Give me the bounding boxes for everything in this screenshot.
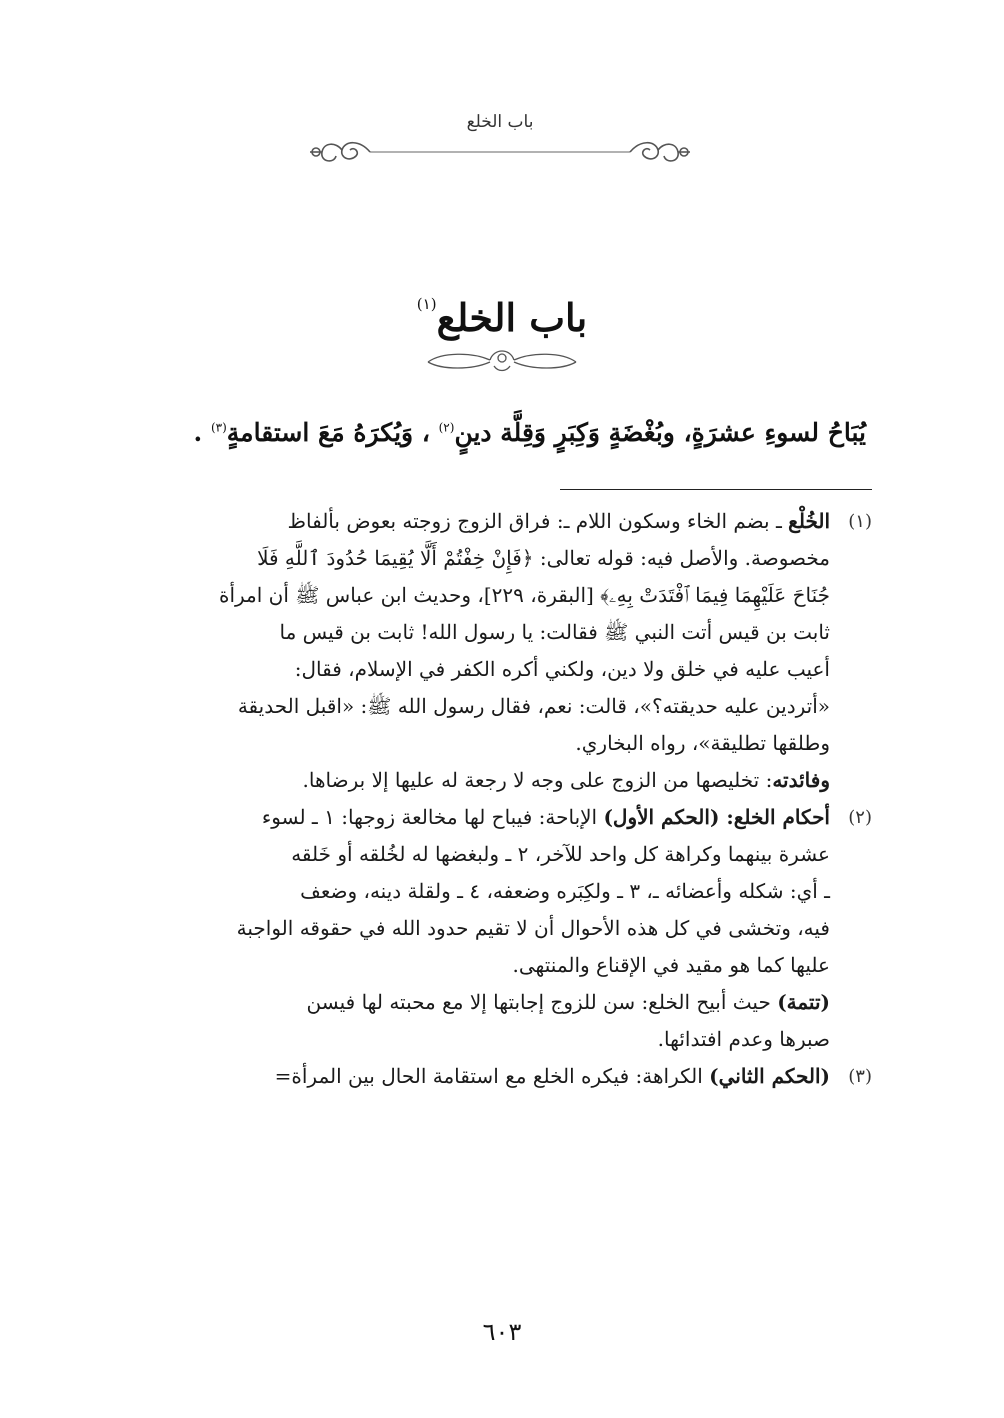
running-title: باب الخلع <box>466 112 534 132</box>
chapter-ornament <box>422 344 582 374</box>
footnote-line: جُنَاحَ عَلَيْهِمَا فِيمَا ٱفْتَدَتْ بِهِۦ﴾ [البقرة، ٢٢٩]، وحديث ابن عباس ﷺ أن امرأة <box>218 583 830 607</box>
main-text-part1: يُبَاحُ لسوءِ عشرَةٍ، وبُغْضَةٍ وَكِبَرٍ وَقِلَّة دينٍ <box>454 418 866 447</box>
chapter-footnote-ref: (١) <box>416 295 437 313</box>
main-text-part2: ، وَيُكرَهُ مَعَ استقامةٍ <box>226 418 430 447</box>
footnote-line: وفائدته: تخليصها من الزوج على وجه لا رجعة له عليها إلا برضاها. <box>302 768 830 792</box>
footnote-lead: أحكام الخلع: (الحكم الأول) <box>603 805 830 829</box>
footnote-line: صبرها وعدم افتدائها. <box>657 1027 830 1051</box>
main-text-end: . <box>193 418 203 447</box>
footnote-number: (٣) <box>848 1066 872 1087</box>
footnote-lead: الخُلْع <box>788 509 830 533</box>
page-number: ٦٠٣ <box>482 1318 522 1346</box>
footnote-2 <box>134 799 872 1058</box>
running-header <box>300 112 700 172</box>
footnote-number: (١) <box>848 511 872 532</box>
footnote-line: ثابت بن قيس أتت النبي ﷺ فقالت: يا رسول الله! ثابت بن قيس ما <box>279 620 830 644</box>
footnote-lead: (الحكم الثاني) <box>709 1064 830 1088</box>
footnote-extra-lead: وفائدته <box>772 768 830 792</box>
footnotes <box>134 503 872 1095</box>
footnote-line: مخصوصة. والأصل فيه: قوله تعالى: ﴿فَإِنْ خِفْتُمْ أَلَّا يُقِيمَا حُدُودَ ٱللَّهِ فَلَا <box>257 546 830 570</box>
main-text <box>126 418 866 447</box>
footnote-line: أحكام الخلع: (الحكم الأول) الإباحة: فيباح لها مخالعة زوجها: ١ ـ لسوء <box>261 805 830 829</box>
footnote-separator <box>560 489 872 490</box>
footnote-line: عشرة بينهما وكراهة كل واحد للآخر، ٢ ـ ولبغضها له لخُلقه أو خَلقه <box>291 842 830 866</box>
footnote-line: وطلقها تطليقة»، رواه البخاري. <box>575 731 830 755</box>
footnote-ref-2: (٢) <box>438 420 455 435</box>
footnote-line: فيه، وتخشى في كل هذه الأحوال أن لا تقيم حدود الله في حقوقه الواجبة <box>236 916 830 940</box>
footnote-line: عليها كما هو مقيد في الإقناع والمنتهى. <box>512 953 830 977</box>
chapter-heading <box>0 295 1004 374</box>
footnote-ref-3: (٣) <box>210 420 227 435</box>
footnote-line: ـ أي: شكله وأعضائه ـ، ٣ ـ ولكِبَره وضعفه، ٤ ـ ولقلة دينه، وضعف <box>300 879 830 903</box>
footnote-extra-lead: (تتمة) <box>777 990 830 1014</box>
footnote-line: الخُلْع ـ بضم الخاء وسكون اللام ـ: فراق الزوج زوجته بعوض بألفاظ <box>287 509 830 533</box>
chapter-title-text: باب الخلع <box>436 295 588 340</box>
footnote-line: «أتردين عليه حديقته؟»، قالت: نعم، فقال رسول الله ﷺ: «اقبل الحديقة <box>237 694 830 718</box>
header-ornament <box>300 132 700 172</box>
footnote-line: (الحكم الثاني) الكراهة: فيكره الخلع مع استقامة الحال بين المرأة= <box>274 1064 830 1088</box>
footnote-line: أعيب عليه في خلق ولا دين، ولكني أكره الكفر في الإسلام، فقال: <box>294 657 830 681</box>
footnote-1 <box>134 503 872 799</box>
footnote-3 <box>134 1058 872 1095</box>
footnote-number: (٢) <box>848 807 872 828</box>
footnote-line: (تتمة) حيث أبيح الخلع: سن للزوج إجابتها إلا مع محبته لها فيسن <box>306 990 830 1014</box>
chapter-title <box>417 295 587 340</box>
